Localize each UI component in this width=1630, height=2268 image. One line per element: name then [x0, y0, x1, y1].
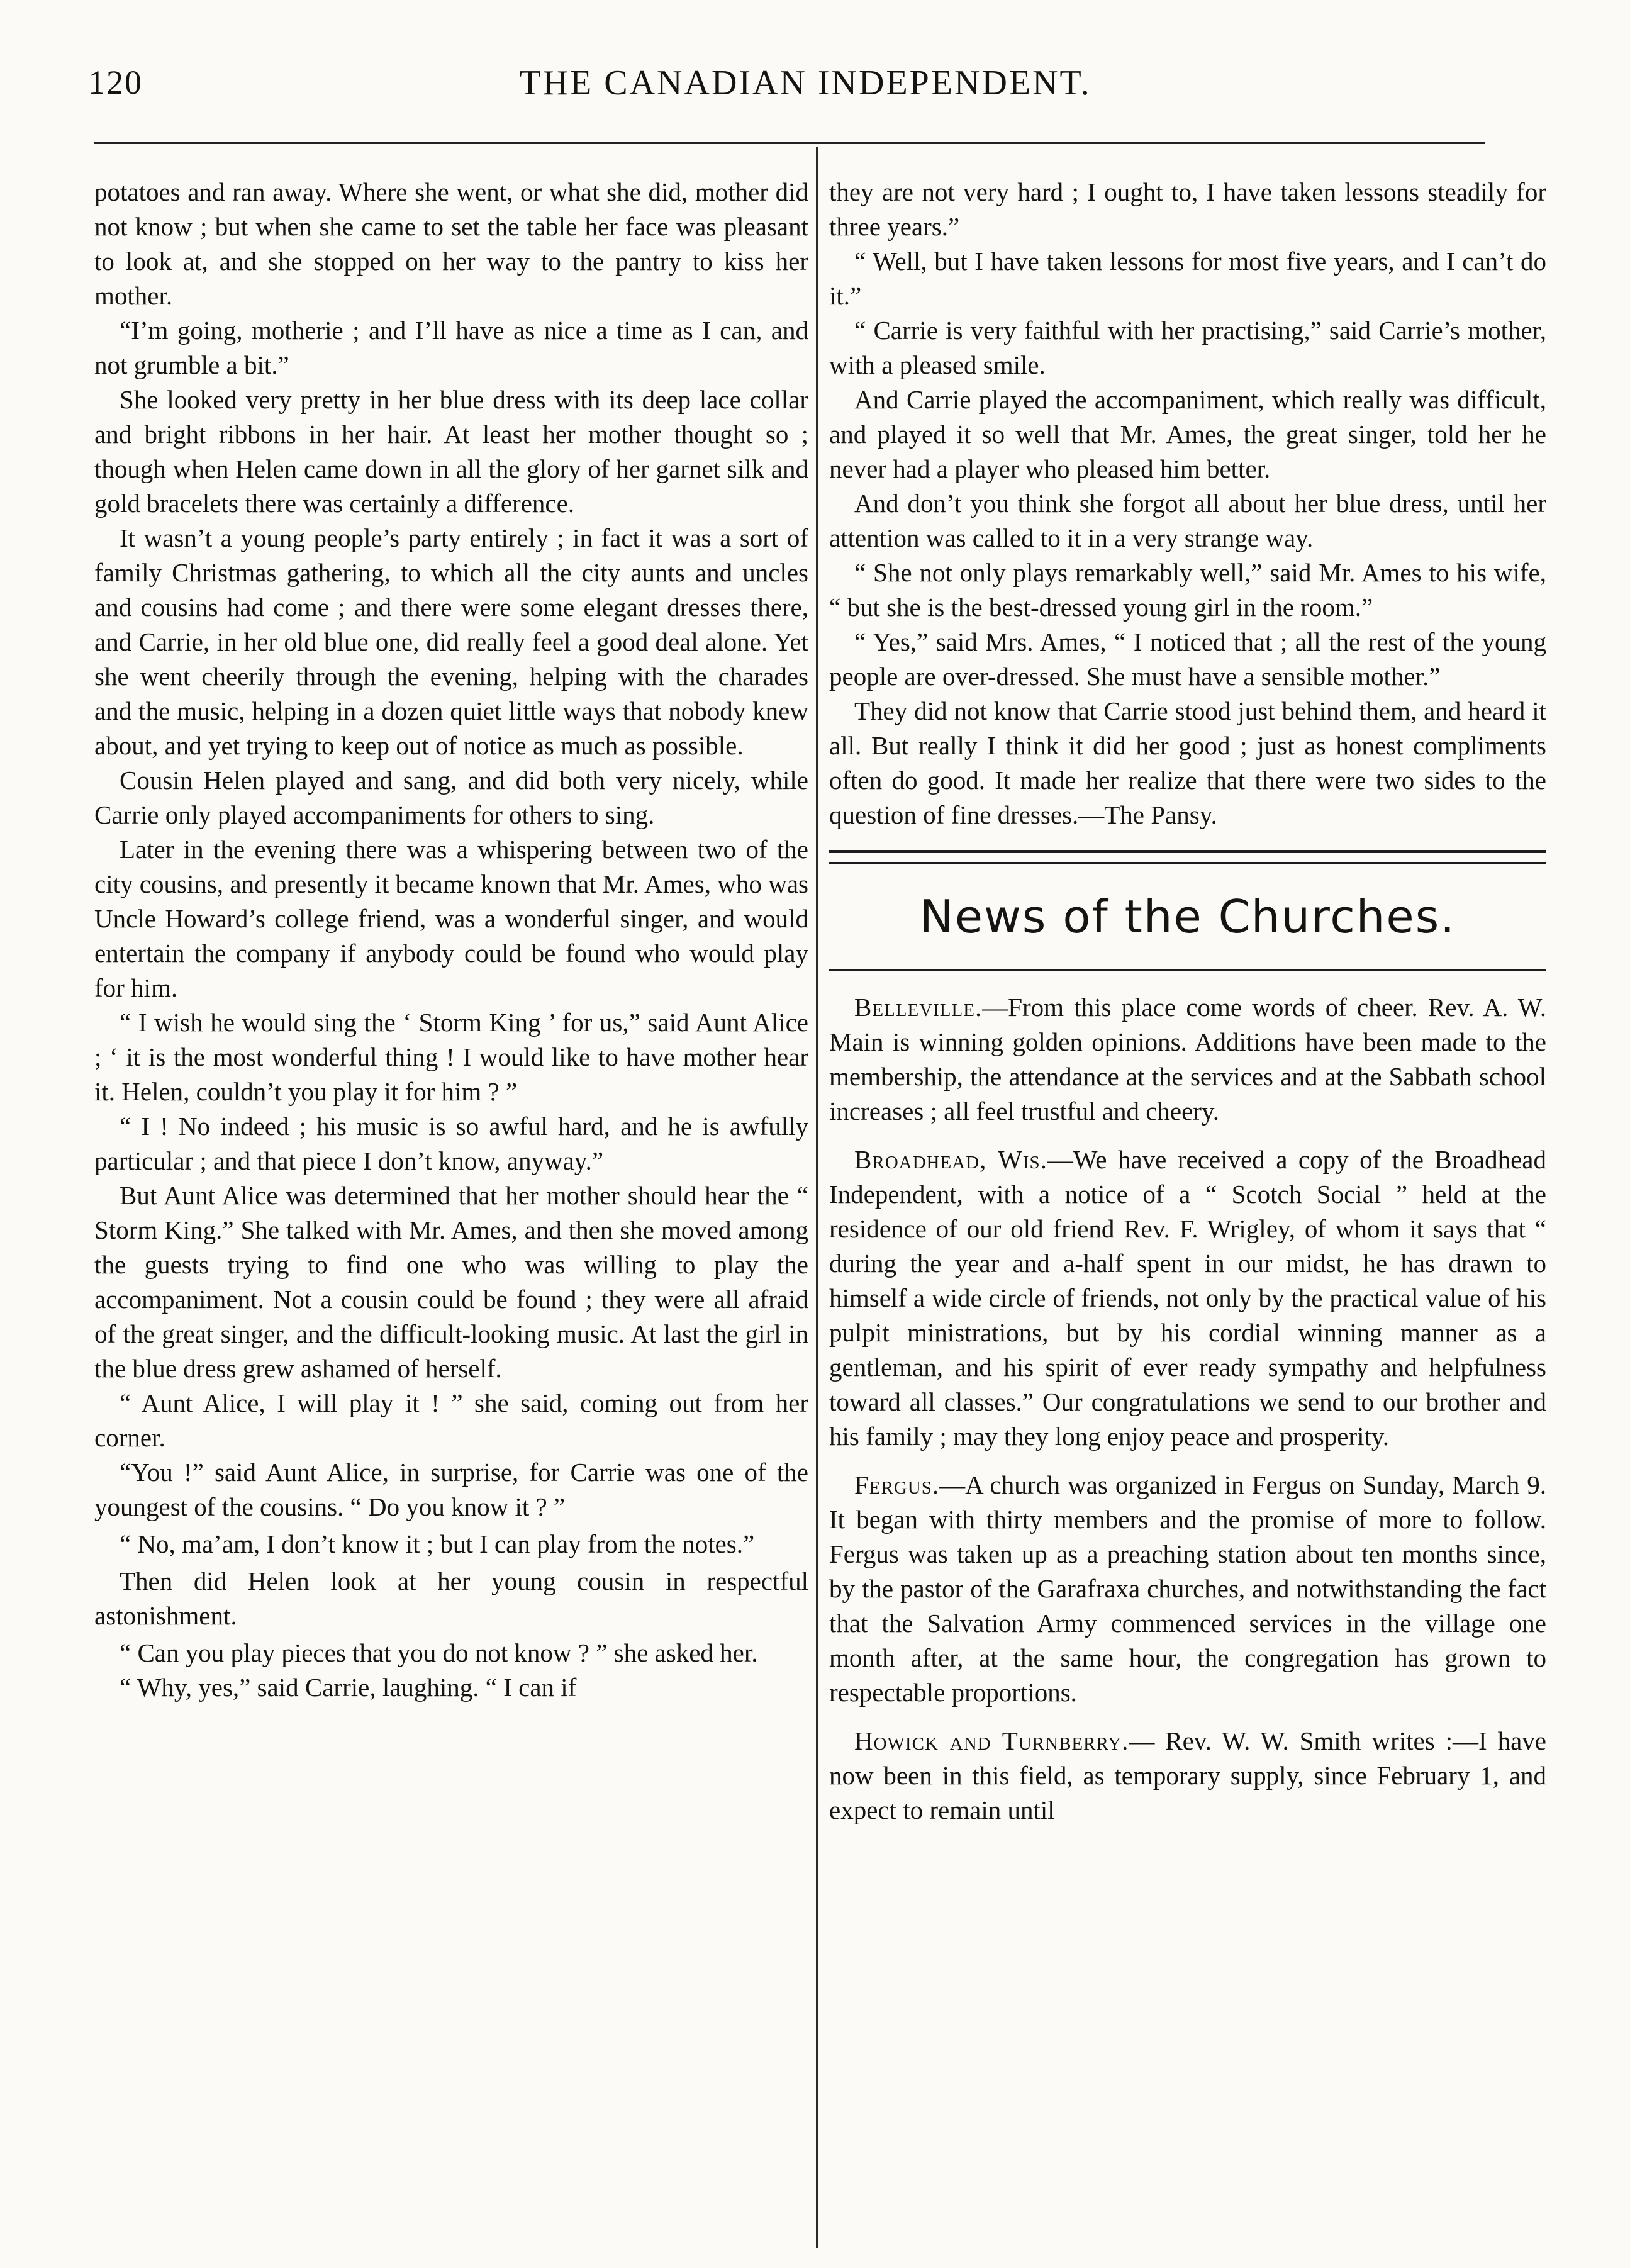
news-text: — Rev. W. W. Smith writes :—I have now been in this field, as temporary supply, since February 1, and expect to remain until	[829, 1726, 1546, 1824]
paragraph: “I’m going, motherie ; and I’ll have as nice a time as I can, and not grumble a bit.”	[94, 316, 808, 379]
paragraph: They did not know that Carrie stood just behind them, and heard it all. But really I think it did her good ; just as honest compliments often do good. It made her realize that there were two sides to the question of fine dresses.—The Pansy.	[829, 696, 1546, 829]
paragraph: “You !” said Aunt Alice, in surprise, for Carrie was one of the youngest of the cousins. “ Do you know it ? ”	[94, 1458, 808, 1521]
section-title: News of the Churches.	[919, 890, 1456, 943]
paragraph: She looked very pretty in her blue dress with its deep lace collar and bright ribbons in her hair. At least her mother thought so ; though when Helen came down in all the glory of her garnet silk and gold bracelets there was certainly a difference.	[94, 385, 808, 518]
paragraph: “ Why, yes,” said Carrie, laughing. “ I can if	[120, 1673, 577, 1702]
paragraph: they are not very hard ; I ought to, I have taken lessons steadily for three years.”	[829, 177, 1546, 241]
paragraph: potatoes and ran away. Where she went, or what she did, mother did not know ; but when she came to set the table her face was pleasant to look at, and she stopped on her way to the pantry to kiss her mother.	[94, 177, 808, 310]
left-column	[94, 175, 808, 1705]
paragraph: Then did Helen look at her young cousin in respectful astonishment.	[94, 1567, 808, 1630]
paragraph: “ Yes,” said Mrs. Ames, “ I noticed that ; all the rest of the young people are over-dressed. She must have a sensible mother.”	[829, 627, 1546, 691]
news-item	[829, 1468, 1546, 1710]
paragraph: But Aunt Alice was determined that her mother should hear the “ Storm King.” She talked with Mr. Ames, and then she moved among the guests trying to find one who was willing to play the accompaniment. Not a cousin could be found ; they were all afraid of the great singer, and the difficult-looking music. At last the girl in the blue dress grew ashamed of herself.	[94, 1181, 808, 1383]
paragraph: “ She not only plays remarkably well,” said Mr. Ames to his wife, “ but she is the best-dressed young girl in the room.”	[829, 558, 1546, 622]
page-number: 120	[88, 64, 143, 101]
paragraph: It wasn’t a young people’s party entirely ; in fact it was a sort of family Christmas gathering, to which all the city aunts and uncles and cousins had come ; and there were some elegant dresses there, and Carrie, in her old blue one, did really feel a good deal alone. Yet she went cheerily through the evening, helping with the charades and the music, helping in a dozen quiet little ways that nobody knew about, and yet trying to keep out of notice as much as possible.	[94, 523, 808, 760]
paragraph: “ Aunt Alice, I will play it ! ” she said, coming out from her corner.	[94, 1388, 808, 1452]
paragraph: “ Carrie is very faithful with her practising,” said Carrie’s mother, with a pleased smile.	[829, 316, 1546, 379]
news-item	[829, 1724, 1546, 1828]
paragraph: And don’t you think she forgot all about her blue dress, until her attention was called to it in a very strange way.	[829, 489, 1546, 552]
news-text: —A church was organized in Fergus on Sunday, March 9. It began with thirty members and the promise of more to follow. Fergus was taken up as a preaching station about ten months since, by the pastor of the Garafraxa churches, and notwithstanding the fact that the Salvation Army commenced services in the village one month after, at the same hour, the congregation has grown to respectable proportions.	[829, 1470, 1546, 1707]
paragraph: And Carrie played the accompaniment, which really was difficult, and played it so well that Mr. Ames, the great singer, told her he never had a player who pleased him better.	[829, 385, 1546, 483]
paragraph: Cousin Helen played and sang, and did both very nicely, while Carrie only played accompaniments for others to sing.	[94, 766, 808, 829]
paragraph: Later in the evening there was a whispering between two of the city cousins, and presently it became known that Mr. Ames, who was Uncle Howard’s college friend, was a wonderful singer, and would entertain the company if anybody could be found who would play for him.	[94, 835, 808, 1002]
news-placename: Fergus.	[854, 1470, 940, 1499]
news-placename: Howick and Turnberry.	[854, 1726, 1129, 1755]
paragraph: “ No, ma’am, I don’t know it ; but I can play from the notes.”	[120, 1529, 755, 1558]
paragraph: “ Can you play pieces that you do not know ? ” she asked her.	[120, 1638, 758, 1667]
news-placename: Broadhead, Wis.	[854, 1145, 1047, 1174]
section-double-rule	[829, 850, 1546, 864]
news-text: —We have received a copy of the Broadhead Independent, with a notice of a “ Scotch Social ” held at the residence of our old friend Rev. F. Wrigley, of whom it says that “ during the year and a-half spent in our midst, he has drawn to himself a wide circle of friends, not only by the practical value of his pulpit ministrations, but by his cordial winning manner as a gentleman, and his spirit of ever ready sympathy and helpfulness toward all classes.” Our congratulations we send to our brother and his family ; may they long enjoy peace and prosperity.	[829, 1145, 1546, 1451]
column-divider	[816, 147, 818, 2248]
paragraph: “ I ! No indeed ; his music is so awful hard, and he is awfully particular ; and that piece I don’t know, anyway.”	[94, 1112, 808, 1175]
news-text: —From this place come words of cheer. Rev. A. W. Main is winning golden opinions. Additions have been made to the membership, the attendance at the services and at the Sabbath school increases ; all feel trustful and cheery.	[829, 993, 1546, 1126]
paragraph: “ Well, but I have taken lessons for most five years, and I can’t do it.”	[829, 247, 1546, 310]
news-item	[829, 1142, 1546, 1454]
news-placename: Belleville.	[854, 993, 983, 1022]
header-rule	[94, 142, 1485, 144]
paragraph: “ I wish he would sing the ‘ Storm King ’ for us,” said Aunt Alice ; ‘ it is the most wonderful thing ! I would like to have mother hear it. Helen, couldn’t you play it for him ? ”	[94, 1008, 808, 1106]
news-item	[829, 990, 1546, 1129]
right-column	[829, 175, 1546, 1841]
section-rule	[829, 969, 1546, 971]
masthead-title: THE CANADIAN INDEPENDENT.	[519, 64, 1091, 103]
page-header	[88, 63, 1522, 113]
